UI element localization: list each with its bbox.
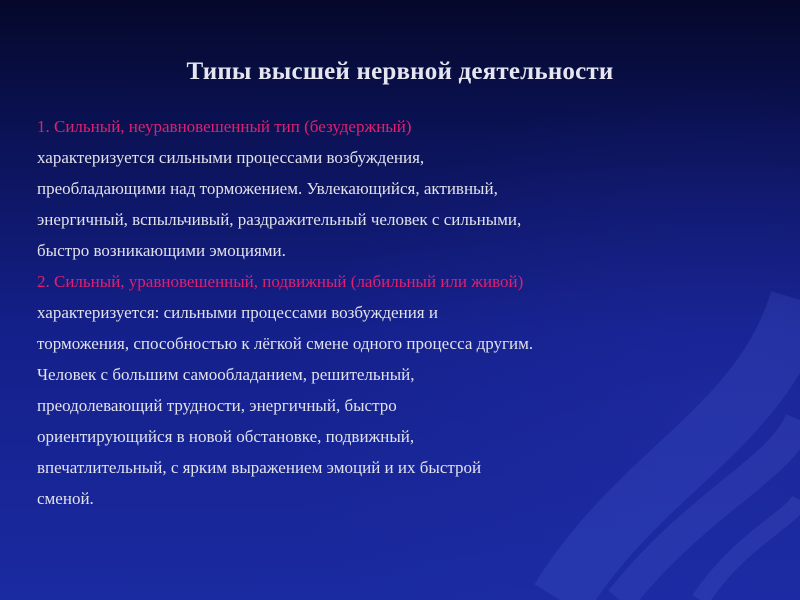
body-text-line: быстро возникающими эмоциями. <box>37 241 286 260</box>
body-text-line: характеризуется сильными процессами возбуждения, <box>37 148 425 167</box>
body-text-line: ориентирующийся в новой обстановке, подвижный, <box>37 427 415 446</box>
type-2-heading: 2. Сильный, уравновешенный, подвижный (лабильный или живой) <box>37 272 524 291</box>
body-text-line: преобладающими над торможением. Увлекающийся, активный, <box>37 179 498 198</box>
slide-title: Типы высшей нервной деятельности <box>186 58 614 85</box>
body-text-line: сменой. <box>37 489 94 508</box>
type-1-heading: 1. Сильный, неуравновешенный тип (безудержный) <box>37 117 412 136</box>
body-text-line: Человек с большим самообладанием, решительный, <box>37 365 415 384</box>
body-text-line: преодолевающий трудности, энергичный, быстро <box>37 396 397 415</box>
slide-body <box>37 111 777 514</box>
body-text-line: энергичный, вспыльчивый, раздражительный человек с сильными, <box>37 210 522 229</box>
body-text-line: впечатлительный, с ярким выражением эмоций и их быстрой <box>37 458 482 477</box>
body-text-line: торможения, способностью к лёгкой смене одного процесса другим. <box>37 334 534 353</box>
body-text-line: характеризуется: сильными процессами возбуждения и <box>37 303 438 322</box>
